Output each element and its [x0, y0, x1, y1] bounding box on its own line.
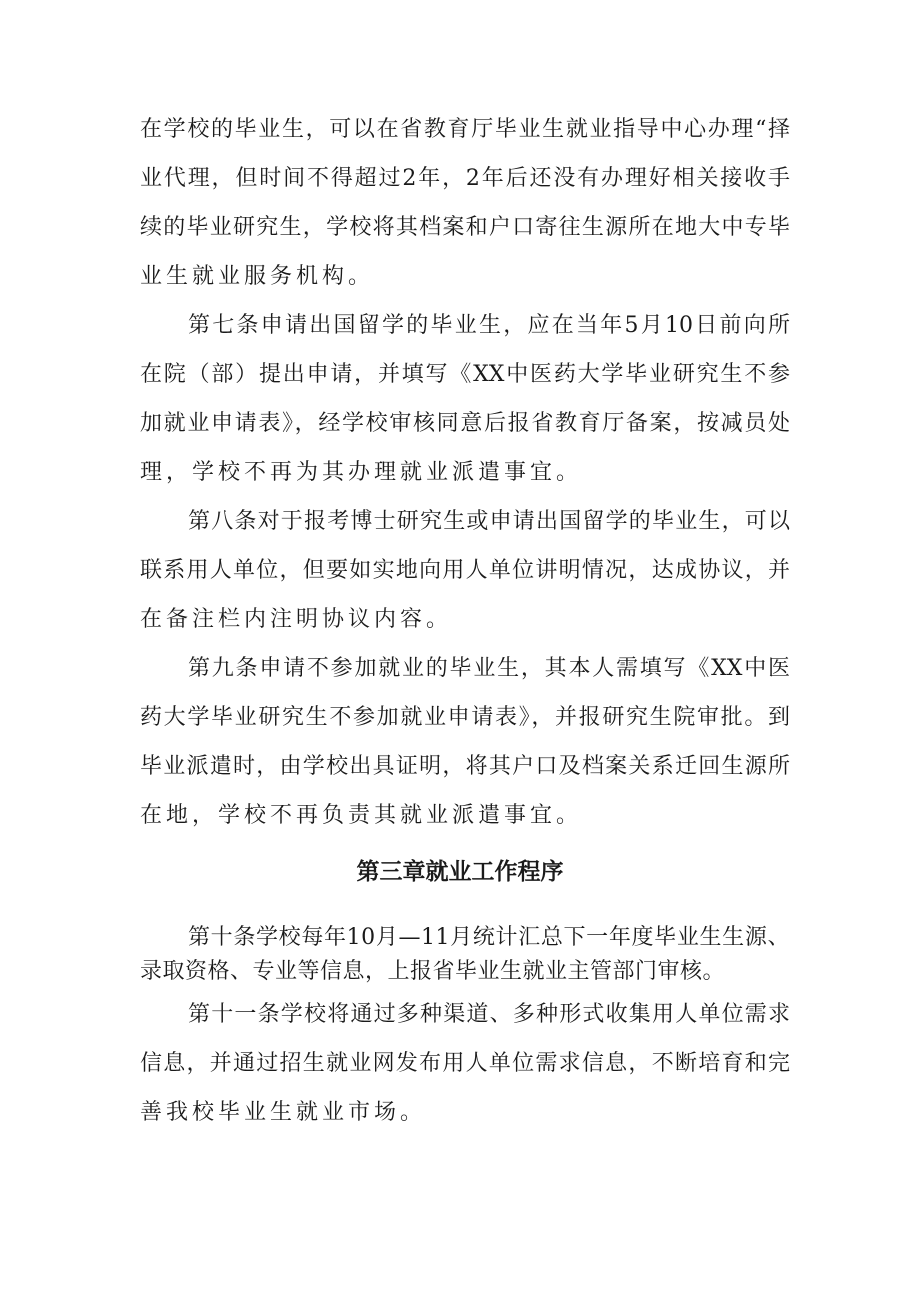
text-line: 加就业申请表》，经学校审核同意后报省教育厅备案，按减员处: [140, 411, 790, 436]
text-line: 业代理，但时间不得超过2年，2年后还没有办理好相关接收手: [140, 166, 790, 191]
text-line: 第九条申请不参加就业的毕业生，其本人需填写《XX中医: [188, 656, 790, 681]
text-line: 第七条申请出国留学的毕业生，应在当年5月10日前向所: [188, 313, 790, 338]
text-line: 理，学校不再为其办理就业派遣事宜。: [140, 460, 583, 485]
text-line: 联系用人单位，但要如实地向用人单位讲明情况，达成协议，并: [140, 558, 790, 583]
text-line: 第十条学校每年10月—11月统计汇总下一年度毕业生生源、: [188, 925, 790, 950]
chapter-heading: 第三章就业工作程序: [356, 859, 564, 885]
text-line: 续的毕业研究生，学校将其档案和户口寄往生源所在地大中专毕: [140, 215, 790, 240]
text-line: 在院（部）提出申请，并填写《XX中医药大学毕业研究生不参: [140, 362, 790, 387]
text-line: 在学校的毕业生，可以在省教育厅毕业生就业指导中心办理“择: [140, 117, 790, 142]
text-line: 第十一条学校将通过多种渠道、多种形式收集用人单位需求: [188, 1002, 790, 1027]
text-line: 善我校毕业生就业市场。: [140, 1100, 427, 1125]
text-line: 第八条对于报考博士研究生或申请出国留学的毕业生，可以: [188, 509, 790, 534]
text-line: 药大学毕业研究生不参加就业申请表》，并报研究生院审批。到: [140, 705, 790, 730]
text-line: 信息，并通过招生就业网发布用人单位需求信息，不断培育和完: [140, 1051, 790, 1076]
text-line: 业生就业服务机构。: [140, 264, 375, 289]
text-line: 在地，学校不再负责其就业派遣事宜。: [140, 803, 583, 828]
text-line: 在备注栏内注明协议内容。: [140, 607, 453, 632]
text-line: 毕业派遣时，由学校出具证明，将其户口及档案关系迁回生源所: [140, 754, 790, 779]
text-line: 录取资格、专业等信息，上报省毕业生就业主管部门审核。: [140, 959, 726, 984]
